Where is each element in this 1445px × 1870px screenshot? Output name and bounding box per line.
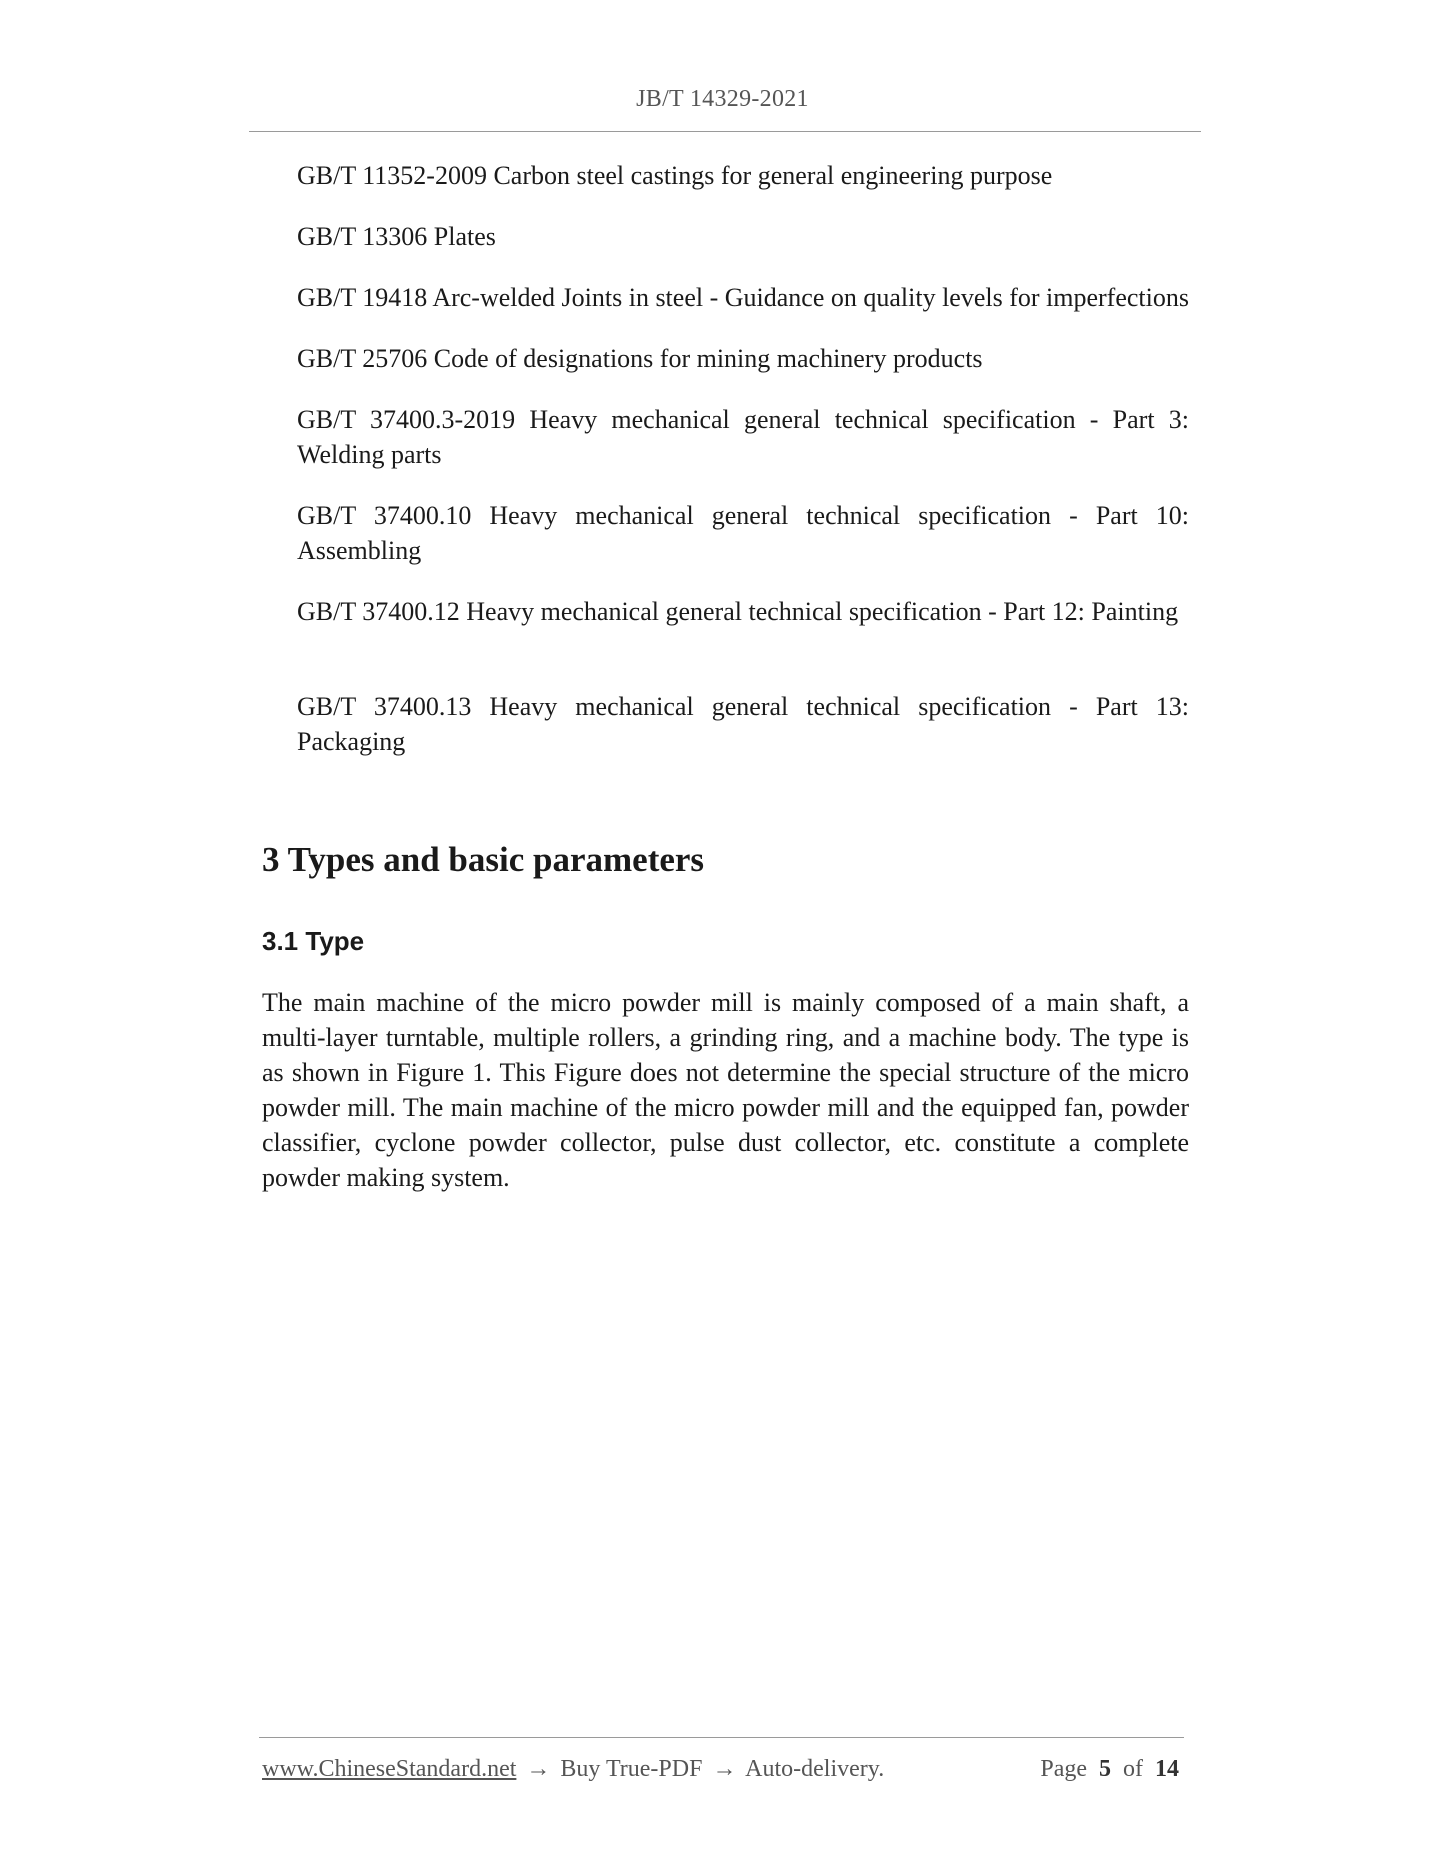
- right-arrow-icon: →: [712, 1756, 737, 1782]
- reference-item: GB/T 37400.10 Heavy mechanical general technical specification - Part 10: Assembling: [297, 501, 1189, 565]
- website-link[interactable]: www.ChineseStandard.net: [262, 1756, 517, 1782]
- page-label: Page: [1040, 1756, 1087, 1782]
- footer-links: [262, 1756, 884, 1783]
- current-page-number: 5: [1099, 1756, 1111, 1782]
- footer-divider: [259, 1737, 1184, 1738]
- of-label: of: [1123, 1756, 1143, 1782]
- reference-item: GB/T 37400.3-2019 Heavy mechanical general technical specification - Part 3: Welding parts: [297, 405, 1189, 469]
- section-heading: 3 Types and basic parameters: [262, 840, 705, 879]
- reference-item: GB/T 37400.13 Heavy mechanical general technical specification - Part 13: Packaging: [297, 692, 1189, 756]
- reference-item: GB/T 37400.12 Heavy mechanical general technical specification - Part 12: Painting: [297, 597, 1179, 626]
- reference-item: GB/T 13306 Plates: [297, 222, 496, 251]
- normative-references-list: [297, 158, 1189, 785]
- body-paragraph: The main machine of the micro powder mill is mainly composed of a main shaft, a multi-layer turntable, multiple rollers, a grinding ring, and a machine body. The type is as shown in Figure 1. This Figure does not determine the special structure of the micro powder mill. The main machine of the micro powder mill and the equipped fan, powder classifier, cyclone powder collector, pulse dust collector, etc. constitute a complete powder making system.: [262, 988, 1189, 1192]
- header-divider: [249, 131, 1201, 132]
- right-arrow-icon: →: [526, 1756, 551, 1782]
- page-indicator: [1040, 1756, 1179, 1783]
- buy-pdf-text: Buy True-PDF: [560, 1756, 703, 1782]
- document-code-header: JB/T 14329-2021: [636, 86, 809, 112]
- reference-item: GB/T 11352-2009 Carbon steel castings for general engineering purpose: [297, 161, 1053, 190]
- auto-delivery-text: Auto-delivery.: [745, 1756, 885, 1782]
- reference-item: GB/T 25706 Code of designations for mining machinery products: [297, 344, 983, 373]
- subsection-heading: 3.1 Type: [262, 926, 365, 956]
- total-pages-number: 14: [1155, 1756, 1179, 1782]
- reference-item: GB/T 19418 Arc-welded Joints in steel - Guidance on quality levels for imperfections: [297, 283, 1189, 312]
